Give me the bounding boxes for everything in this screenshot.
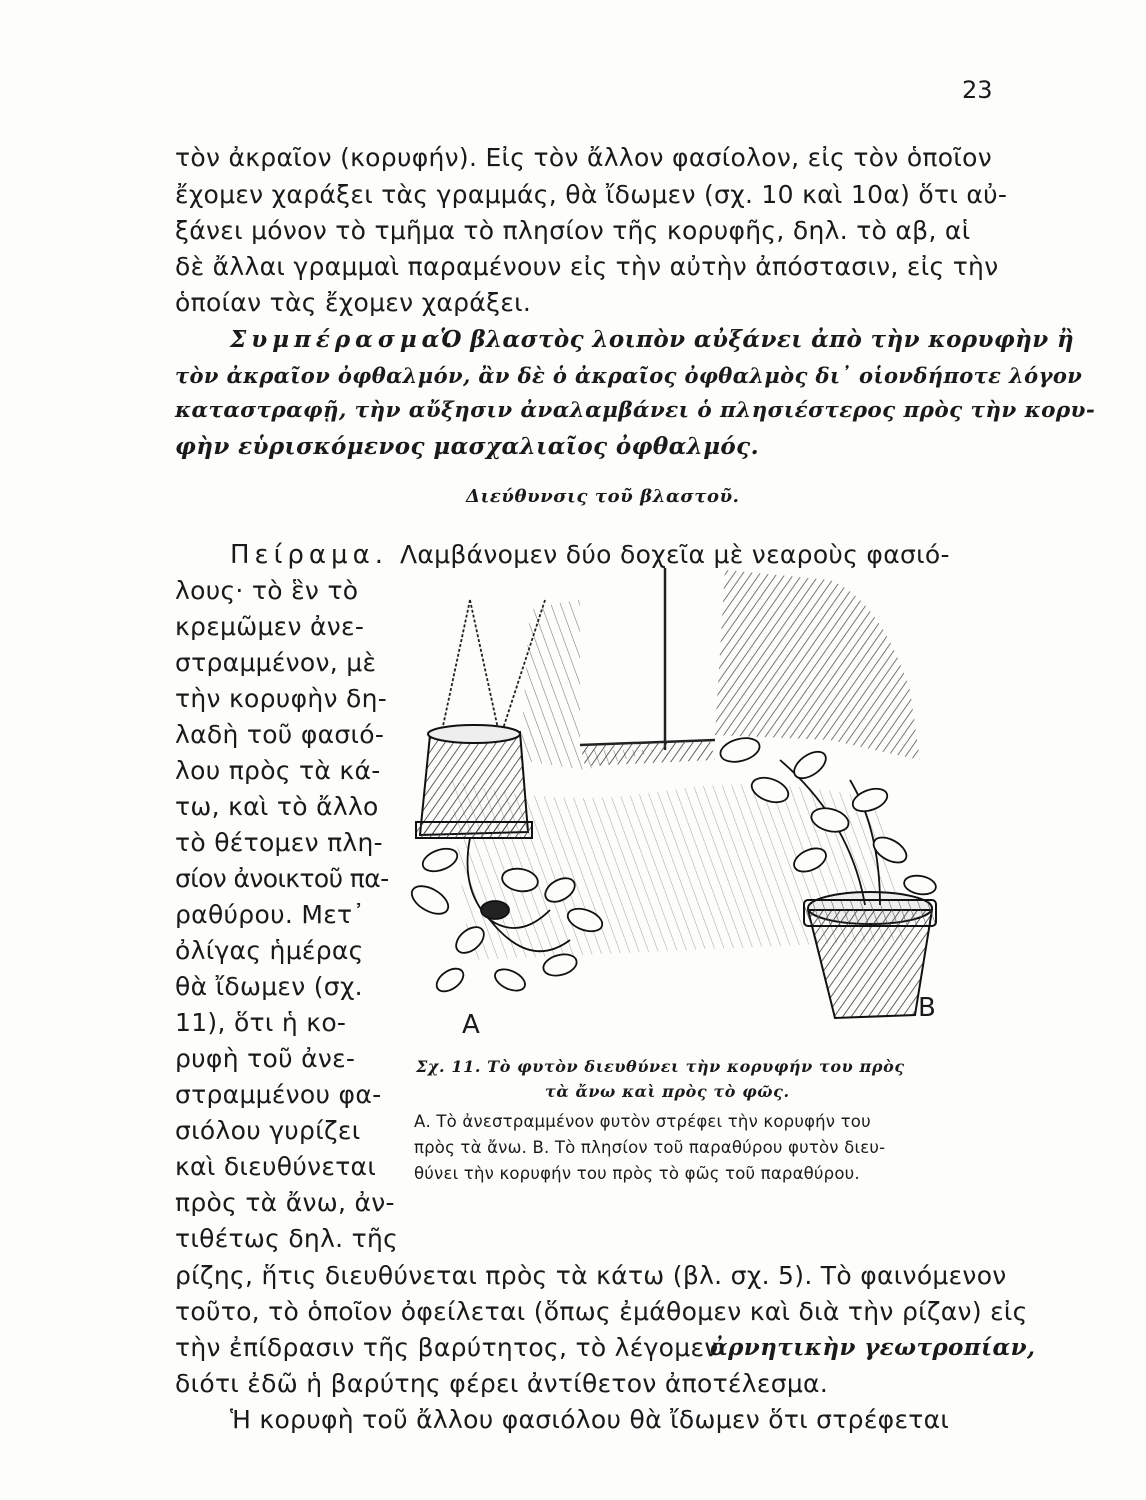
column-line: τω, καὶ τὸ ἄλλο	[175, 792, 379, 821]
column-line: λου πρὸς τὰ κά-	[175, 756, 381, 785]
paragraph-line: τὸν ἀκραῖον (κορυφήν). Εἰς τὸν ἄλλον φασίολον, εἰς τὸν ὁποῖον	[175, 143, 992, 172]
column-line: λαδὴ τοῦ φασιό-	[175, 720, 385, 749]
window-pot	[804, 892, 936, 1018]
column-line: 11), ὅτι ἡ κο-	[175, 1008, 347, 1037]
figure-label-a: A	[462, 1010, 480, 1040]
column-line: σίον ἀνοικτοῦ πα-	[175, 864, 389, 893]
column-line: στραμμένον, μὲ	[175, 648, 377, 677]
experiment-line: Λαμβάνομεν δύο δοχεῖα μὲ νεαροὺς φασιό-	[400, 540, 950, 569]
paragraph-line: ἔχομεν χαράξει τὰς γραμμάς, θὰ ἴδωμεν (σχ. 10 καὶ 10α) ὅτι αὐ-	[175, 180, 1008, 209]
experiment-label: Πείραμα.	[230, 540, 388, 570]
figure-caption-text: Α. Τὸ ἀνεστραμμένον φυτὸν στρέφει τὴν κορυφήν του	[414, 1112, 871, 1131]
column-line: σιόλου γυρίζει	[175, 1116, 361, 1145]
column-line: στραμμένου φα-	[175, 1080, 382, 1109]
column-line: λους· τὸ ἓν τὸ	[175, 576, 359, 605]
paragraph-line: δὲ ἄλλαι γραμμαὶ παραμένουν εἰς τὴν αὐτὴν ἀπόστασιν, εἰς τὴν	[175, 252, 999, 281]
conclusion-line: Ὁ βλαστὸς λοιπὸν αὐξάνει ἀπὸ τὴν κορυφὴν ἢ	[440, 326, 1075, 353]
column-line: τὴν κορυφὴν δη-	[175, 684, 388, 713]
term-negative-geotropism: ἀρνητικὴν γεωτροπίαν,	[710, 1334, 1036, 1361]
section-heading: Διεύθυνσις τοῦ βλαστοῦ.	[466, 486, 740, 507]
conclusion-line: φὴν εὑρισκόμενος μασχαλιαῖος ὀφθαλμός.	[175, 433, 759, 460]
conclusion-line: καταστραφῇ, τὴν αὔξησιν ἀναλαμβάνει ὁ πλησιέστερος πρὸς τὴν κορυ-	[175, 398, 1096, 423]
conclusion-line: τὸν ἀκραῖον ὀφθαλμόν, ἂν δὲ ὁ ἀκραῖος ὀφθαλμὸς δι᾽ οἱονδήποτε λόγον	[175, 363, 1083, 388]
paragraph-line: ξάνει μόνον τὸ τμῆμα τὸ πλησίον τῆς κορυφῆς, δηλ. τὸ αβ, αἱ	[175, 216, 971, 245]
column-line: κρεμῶμεν ἀνε-	[175, 612, 365, 641]
column-line: ρυφὴ τοῦ ἀνε-	[175, 1044, 356, 1073]
paragraph-line: τοῦτο, τὸ ὁποῖον ὀφείλεται (ὅπως ἐμάθομεν καὶ διὰ τὴν ρίζαν) εἰς	[175, 1297, 1028, 1326]
paragraph-line: διότι ἐδῶ ἡ βαρύτης φέρει ἀντίθετον ἀποτέλεσμα.	[175, 1369, 829, 1398]
figure-caption-text: θύνει τὴν κορυφήν του πρὸς τὸ φῶς τοῦ παραθύρου.	[414, 1164, 860, 1183]
paragraph-line: ὁποίαν τὰς ἔχομεν χαράξει.	[175, 288, 532, 317]
conclusion-label: Συμπέρασμα.	[230, 326, 458, 353]
figure-label-b: B	[918, 993, 936, 1023]
page-number: 23	[962, 76, 993, 104]
paragraph-line: τὴν ἐπίδρασιν τῆς βαρύτητος, τὸ λέγομεν	[175, 1333, 719, 1362]
figure-caption-text: πρὸς τὰ ἄνω. Β. Τὸ πλησίον τοῦ παραθύρου φυτὸν διευ-	[414, 1138, 886, 1157]
paragraph-line: Ἡ κορυφὴ τοῦ ἄλλου φασιόλου θὰ ἴδωμεν ὅτι στρέφεται	[230, 1405, 950, 1434]
figure-caption-title: τὰ ἄνω καὶ πρὸς τὸ φῶς.	[545, 1082, 790, 1101]
figure-caption-title: Σχ. 11. Τὸ φυτὸν διευθύνει τὴν κορυφήν του πρὸς	[416, 1057, 905, 1076]
column-line: τὸ θέτομεν πλη-	[175, 828, 383, 857]
paragraph-line: ρίζης, ἥτις διευθύνεται πρὸς τὰ κάτω (βλ. σχ. 5). Τὸ φαινόμενον	[175, 1261, 1007, 1290]
column-line: ραθύρου. Μετ᾽	[175, 900, 366, 929]
column-line: θὰ ἴδωμεν (σχ.	[175, 972, 363, 1001]
column-line: καὶ διευθύνεται	[175, 1152, 377, 1181]
column-line: πρὸς τὰ ἄνω, ἀν-	[175, 1188, 395, 1217]
column-line: τιθέτως δηλ. τῆς	[175, 1224, 399, 1253]
plant-illustration	[410, 560, 1010, 1050]
column-line: ὀλίγας ἡμέρας	[175, 936, 364, 965]
